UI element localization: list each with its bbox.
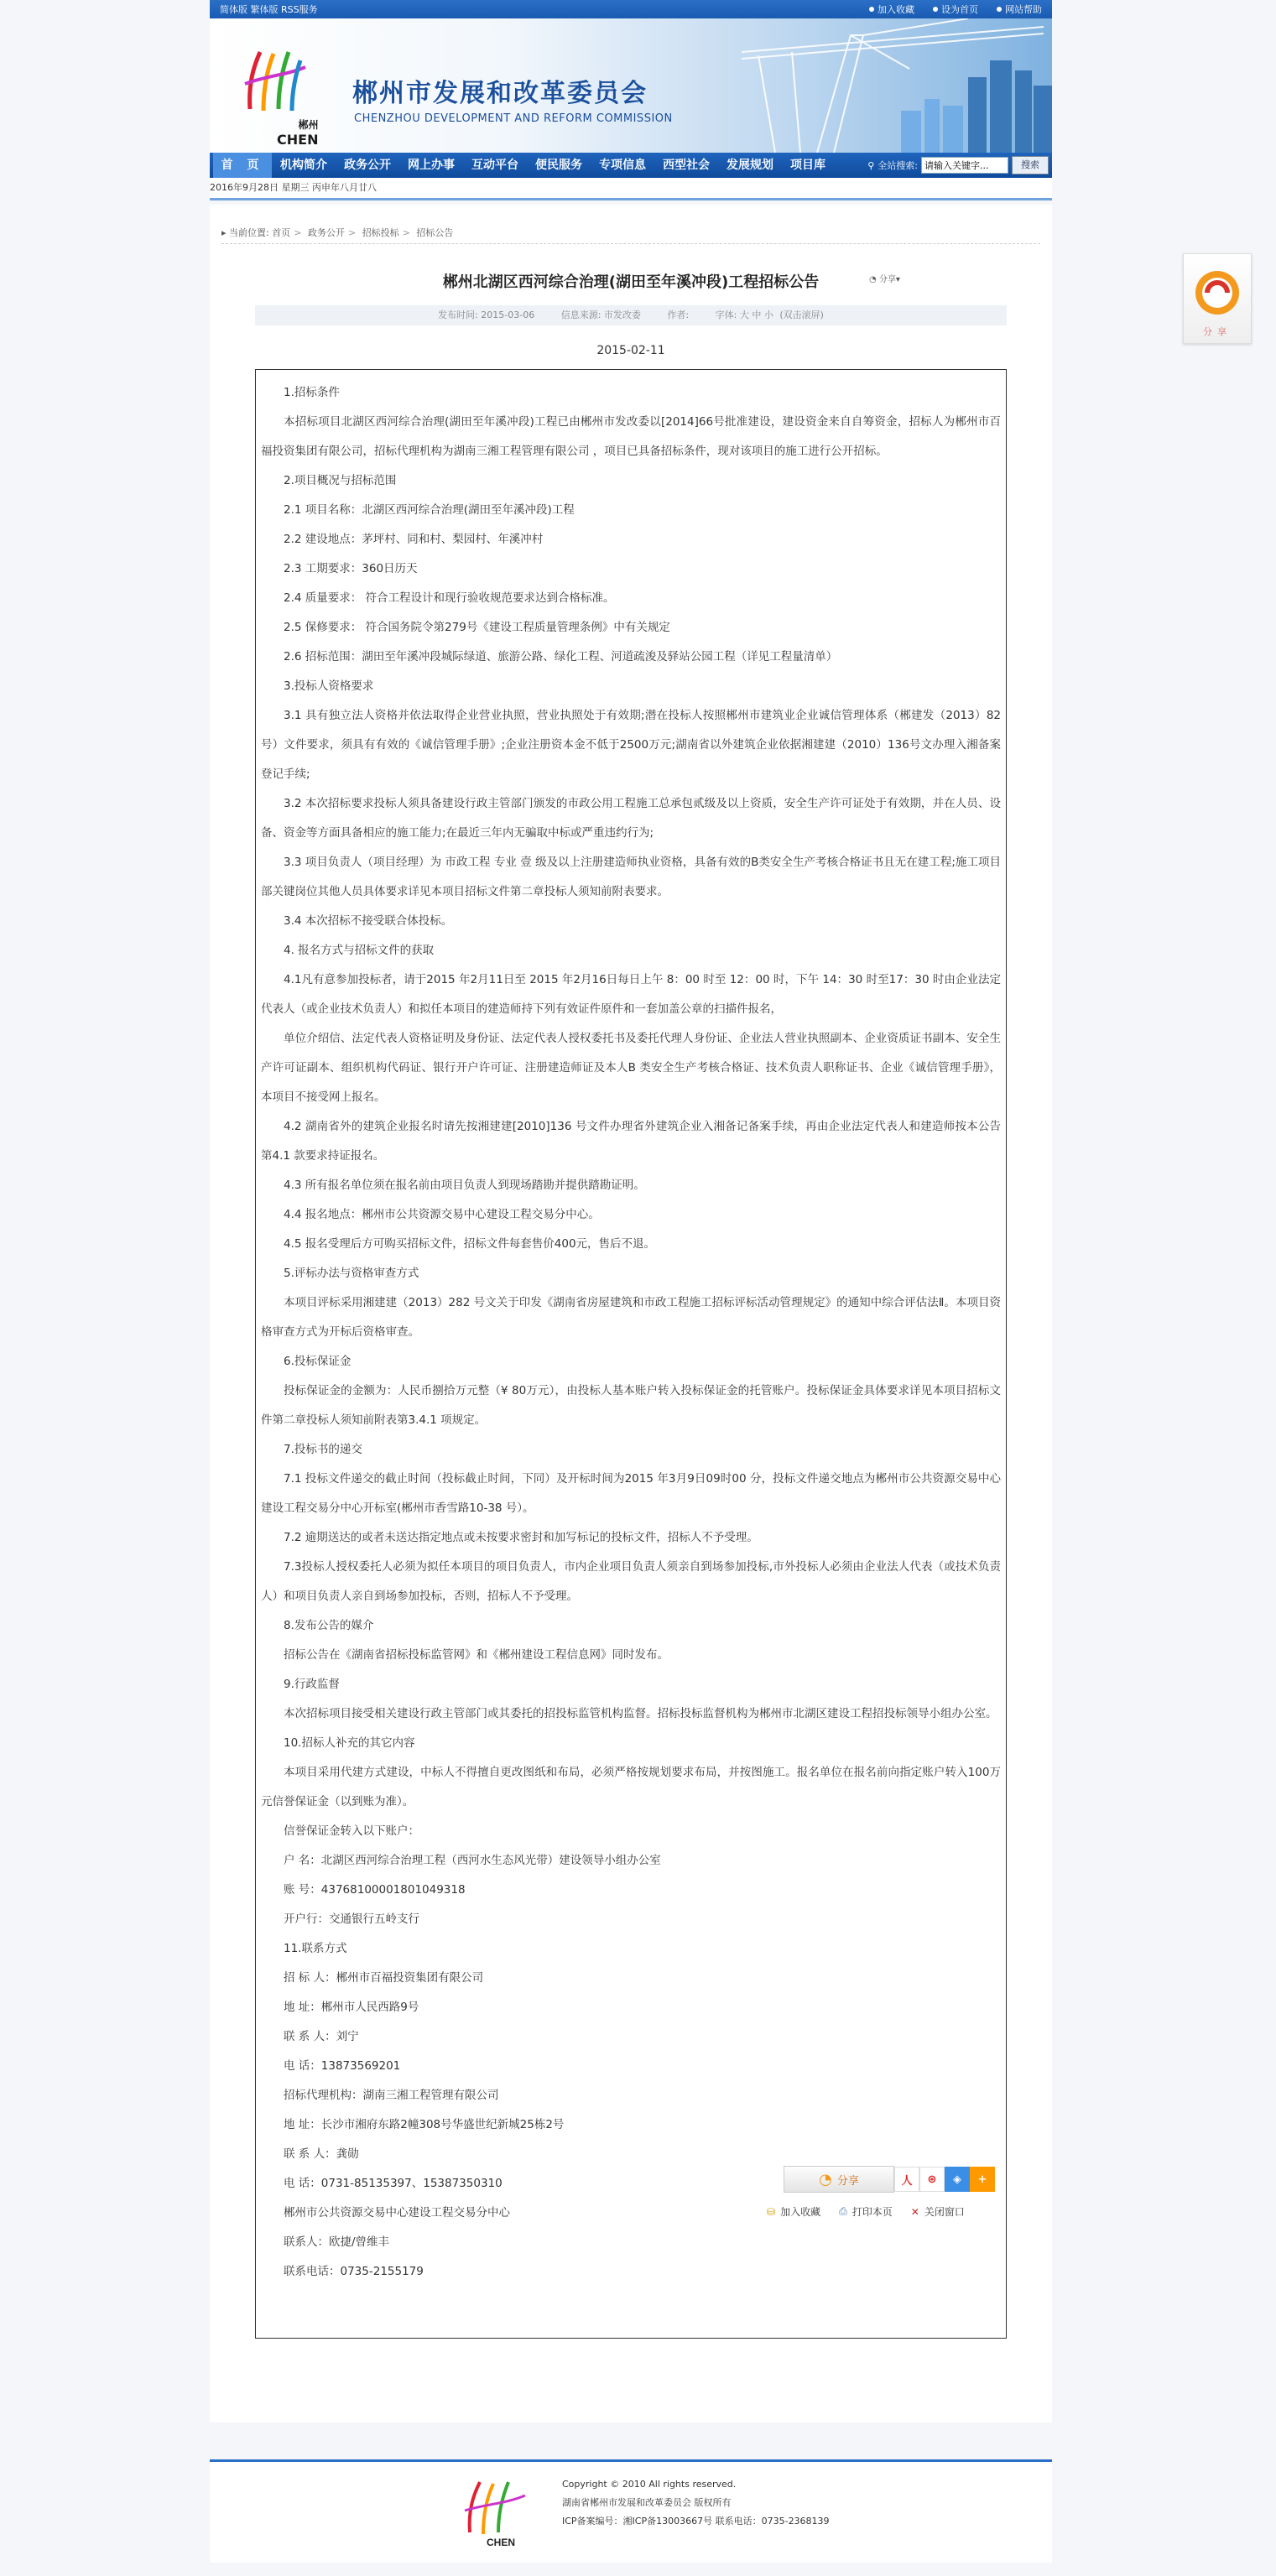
breadcrumb-current[interactable]: 招标公告 bbox=[416, 227, 454, 238]
floating-share-widget[interactable] bbox=[1183, 253, 1252, 344]
article-paragraph: 账 号：43768100001801049318 bbox=[284, 1883, 466, 1897]
search-label: 全站搜索: bbox=[878, 160, 918, 171]
article-paragraph: 4.5 报名受理后方可购买招标文件，招标文件每套售价400元，售后不退。 bbox=[284, 1237, 656, 1251]
article-paragraph: 信誉保证金转入以下账户： bbox=[284, 1824, 419, 1838]
breadcrumb bbox=[221, 223, 1040, 244]
article-paragraph: 招标公告在《湖南省招标投标监管网》和《郴州建设工程信息网》同时发布。 bbox=[284, 1648, 669, 1662]
logo-wordmark: 郴州 CHEN bbox=[277, 119, 319, 148]
close-window-button[interactable]: ✕ 关闭窗口 bbox=[910, 2205, 965, 2218]
share-qzone-icon[interactable]: ◈ bbox=[945, 2167, 970, 2192]
floating-share-label: 分享 bbox=[1203, 326, 1232, 337]
article-paragraph: 6.投标保证金 bbox=[284, 1355, 352, 1368]
breadcrumb-label: 当前位置: bbox=[229, 227, 269, 238]
header-banner bbox=[210, 18, 1052, 153]
article-paragraph: 5.评标办法与资格审查方式 bbox=[284, 1267, 419, 1280]
search-icon: ⚲ bbox=[867, 159, 875, 171]
chevron-right-icon: > bbox=[294, 227, 302, 238]
top-links bbox=[869, 3, 1042, 16]
article-body bbox=[255, 369, 1007, 2339]
article-paragraph: 9.行政监督 bbox=[284, 1678, 340, 1691]
share-sina-icon[interactable]: ⊛ bbox=[919, 2167, 945, 2192]
publish-time: 发布时间: 2015-03-06 bbox=[438, 310, 535, 320]
site-search bbox=[867, 156, 1049, 174]
add-favorite-button[interactable]: ⛁ 加入收藏 bbox=[767, 2205, 821, 2218]
lang-links[interactable]: 简体版 繁体版 RSS服务 bbox=[220, 4, 318, 15]
share-weibo-icon[interactable]: 人 bbox=[894, 2167, 919, 2192]
footer-logo-text: CHEN bbox=[487, 2537, 516, 2548]
article-paragraph: 2.4 质量要求： 符合工程设计和现行验收规范要求达到合格标准。 bbox=[284, 591, 615, 605]
article-paragraph: 2.项目概况与招标范围 bbox=[284, 474, 397, 487]
nav-item-society[interactable]: 西型社会 bbox=[663, 159, 710, 172]
article-paragraph: 3.4 本次招标不接受联合体投标。 bbox=[284, 914, 453, 928]
article-meta bbox=[255, 305, 1007, 325]
close-icon: ✕ bbox=[910, 2205, 919, 2218]
article-paragraph: 本项目采用代建方式建设，中标人不得擅自更改图纸和布局，必须严格按规划要求布局，并按图施工。报名单位在报名前向指定账户转入100万元信誉保证金（以到账为准）。 bbox=[261, 1766, 1001, 1808]
article-paragraph: 10.招标人补充的其它内容 bbox=[284, 1736, 415, 1750]
article-paragraph: 联系人：欧捷/曾维丰 bbox=[284, 2235, 390, 2249]
footer-text bbox=[562, 2475, 830, 2531]
chevron-right-icon: > bbox=[402, 227, 410, 238]
skyline-crane-graphic bbox=[691, 18, 1052, 153]
share-more-icon[interactable]: + bbox=[970, 2167, 995, 2192]
article-paragraph: 4. 报名方式与招标文件的获取 bbox=[284, 944, 435, 957]
chenzhou-logo-icon bbox=[242, 42, 309, 126]
add-favorite-link[interactable]: 加入收藏 bbox=[869, 3, 914, 16]
article-paragraph: 本招标项目北湖区西河综合治理(湖田至年溪冲段)工程已由郴州市发改委以[2014]66号批准建设，建设资金来自自筹资金，招标人为郴州市百福投资集团有限公司，招标代理机构为湖南三湘工程管理有限公司 ，项目已具备招标条件，现对该项目的施工进行公开招标。 bbox=[261, 415, 1001, 458]
icp: ICP备案编号：湘ICP备13003667号 联系电话：0735-2368139 bbox=[562, 2516, 830, 2527]
article-paragraph: 11.联系方式 bbox=[284, 1942, 347, 1955]
date-bar: 2016年9月28日 星期三 丙申年八月廿八 bbox=[210, 178, 1052, 200]
article-paragraph: 3.3 项目负责人（项目经理）为 市政工程 专业 壹 级及以上注册建造师执业资格，具备有效的B类安全生产考核合格证书且无在建工程;施工项目部关键岗位其他人员具体要求详见本项目招标文件第二章投标人须知前附表要求。 bbox=[261, 856, 1001, 898]
owner: 湖南省郴州市发展和改革委员会 版权所有 bbox=[562, 2497, 732, 2508]
article-paragraph: 1.招标条件 bbox=[284, 386, 340, 399]
article-paragraph: 联系电话：0735-2155179 bbox=[284, 2265, 424, 2278]
nav-item-public-service[interactable]: 便民服务 bbox=[535, 159, 582, 172]
set-homepage-link[interactable]: 设为首页 bbox=[933, 3, 978, 16]
search-input[interactable] bbox=[921, 157, 1008, 174]
print-icon: ⎙ bbox=[839, 2205, 847, 2217]
page-actions bbox=[767, 2204, 965, 2219]
site-title-en: CHENZHOU DEVELOPMENT AND REFORM COMMISSION bbox=[354, 112, 673, 125]
article-paragraph: 3.1 具有独立法人资格并依法取得企业营业执照，营业执照处于有效期;潜在投标人按照郴州市建筑业企业诚信管理体系（郴建发（2013）82号）文件要求，须具有有效的《诚信管理手册》;企业注册资本金不低于2500万元;湖南省以外建筑企业依据湘建建（2010）136号文办理入湘备案登记手续; bbox=[261, 709, 1001, 781]
article-paragraph: 4.2 湖南省外的建筑企业报名时请先按湘建建[2010]136 号文件办理省外建筑企业入湘备记备案手续，再由企业法定代表人和建造师按本公告第4.1 款要求持证报名。 bbox=[261, 1120, 1001, 1163]
nav-item-online-services[interactable]: 网上办事 bbox=[408, 159, 455, 172]
nav-item-planning[interactable]: 发展规划 bbox=[727, 159, 773, 172]
main-nav bbox=[210, 153, 1052, 178]
share-logo-icon bbox=[1184, 259, 1251, 326]
article-paragraph: 电 话：13873569201 bbox=[284, 2059, 401, 2073]
site-help-link[interactable]: 网站帮助 bbox=[997, 3, 1042, 16]
article-paragraph: 联 系 人：龚勋 bbox=[284, 2147, 359, 2161]
article-paragraph: 本项目评标采用湘建建（2013）282 号文关于印发《湖南省房屋建筑和市政工程施工招标评标活动管理规定》的通知中综合评估法Ⅱ。本项目资格审查方式为开标后资格审查。 bbox=[261, 1296, 1001, 1339]
copyright: Copyright © 2010 All rights reserved. bbox=[562, 2479, 737, 2490]
font-size-switcher[interactable]: 字体: 大 中 小 bbox=[715, 310, 773, 320]
article-paragraph: 联 系 人：刘宁 bbox=[284, 2030, 359, 2043]
article-paragraph: 地 址：长沙市湘府东路2幢308号华盛世纪新城25栋2号 bbox=[284, 2118, 565, 2131]
share-icon: ◔ bbox=[869, 275, 877, 284]
site-title: 郴州市发展和改革委员会 bbox=[352, 79, 648, 108]
article-paragraph: 地 址：郴州市人民西路9号 bbox=[284, 2001, 419, 2014]
double-click-scroll: (双击滚屏) bbox=[779, 310, 824, 320]
article-date: 2015-02-11 bbox=[596, 344, 665, 357]
search-button[interactable]: 搜索 bbox=[1012, 156, 1049, 174]
article-paragraph: 2.3 工期要求：360日历天 bbox=[284, 562, 418, 575]
bullet-icon bbox=[869, 7, 874, 12]
article-paragraph: 3.2 本次招标要求投标人须具备建设行政主管部门颁发的市政公用工程施工总承包贰级及以上资质，安全生产许可证处于有效期，并在人员、设备、资金等方面具备相应的施工能力;在最近三年内无骗取中标或严重违约行为; bbox=[261, 797, 1001, 840]
info-source: 信息来源: 市发改委 bbox=[560, 310, 641, 320]
breadcrumb-home[interactable]: 首页 bbox=[272, 227, 291, 238]
article-paragraph: 郴州市公共资源交易中心建设工程交易分中心 bbox=[284, 2206, 510, 2220]
site-footer bbox=[210, 2459, 1052, 2563]
article-paragraph: 7.2 逾期送达的或者未送达指定地点或未按要求密封和加写标记的投标文件，招标人不予受理。 bbox=[284, 1531, 758, 1544]
chevron-right-icon: > bbox=[347, 227, 357, 238]
article-paragraph: 4.3 所有报名单位须在报名前由项目负责人到现场踏勘并提供踏勘证明。 bbox=[284, 1179, 645, 1192]
print-button[interactable]: ⎙ 打印本页 bbox=[839, 2205, 893, 2218]
article-paragraph: 7.投标书的递交 bbox=[284, 1443, 362, 1456]
article-paragraph: 7.3投标人授权委托人必须为拟任本项目的项目负责人，市内企业项目负责人须亲自到场参加投标,市外投标人必须由企业法人代表（或技术负责人）和项目负责人亲自到场参加投标，否则，招标人不予受理。 bbox=[261, 1560, 1001, 1603]
article-paragraph: 7.1 投标文件递交的截止时间（投标截止时间，下同）及开标时间为2015 年3月9日09时00 分，投标文件递交地点为郴州市公共资源交易中心建设工程交易分中心开标室(郴州市香雪路10-38 号）。 bbox=[261, 1472, 1001, 1515]
article-paragraph: 投标保证金的金额为：人民币捌拾万元整（¥ 80万元），由投标人基本账户转入投标保证金的托管账户。投标保证金具体要求详见本项目招标文件第二章投标人须知前附表第3.4.1 项规定。 bbox=[261, 1384, 1001, 1427]
article-paragraph: 3.投标人资格要求 bbox=[284, 679, 374, 693]
article-paragraph: 单位介绍信、法定代表人资格证明及身份证、法定代表人授权委托书及委托代理人身份证、企业法人营业执照副本、企业资质证书副本、安全生产许可证副本、组织机构代码证、银行开户许可证、注册建造师证及本人B 类安全生产考核合格证、技术负责人职称证书、企业《诚信管理手册》，本项目不接受网上报名。 bbox=[261, 1032, 1001, 1104]
article-paragraph: 开户行：交通银行五岭支行 bbox=[284, 1912, 419, 1926]
article-paragraph: 招标代理机构：湖南三湘工程管理有限公司 bbox=[284, 2089, 499, 2102]
article-title: 郴州北湖区西河综合治理(湖田至年溪冲段)工程招标公告 bbox=[442, 273, 820, 291]
nav-item-projects[interactable]: 项目库 bbox=[790, 159, 825, 172]
breadcrumb-gov[interactable]: 政务公开 bbox=[307, 227, 345, 238]
breadcrumb-arrow-icon: ▸ bbox=[221, 227, 227, 238]
share-button[interactable]: ◔ 分享 bbox=[784, 2166, 894, 2193]
article-paragraph: 2.1 项目名称：北湖区西河综合治理(湖田至年溪冲段)工程 bbox=[284, 503, 575, 517]
nav-item-about[interactable]: 机构简介 bbox=[280, 159, 327, 172]
chevron-down-icon: ▾ bbox=[895, 275, 900, 284]
article-paragraph: 电 话：0731-85135397、15387350310 bbox=[284, 2177, 503, 2190]
share-icon: ◔ bbox=[819, 2170, 832, 2188]
article-paragraph: 招 标 人：郴州市百福投资集团有限公司 bbox=[284, 1971, 484, 1985]
article-paragraph: 2.2 建设地点：茅坪村、同和村、梨园村、年溪冲村 bbox=[284, 533, 544, 546]
share-toolbar bbox=[784, 2166, 995, 2193]
author: 作者: bbox=[667, 310, 690, 320]
article-paragraph: 4.1凡有意参加投标者，请于2015 年2月11日至 2015 年2月16日每日上午 8：00 时至 12：00 时，下午 14：30 时至17：30 时由企业法定代表人（或企业技术负责人）和拟任本项目的建造师持下列有效证件原件和一套加盖公章的扫描件报名， bbox=[261, 973, 1001, 1016]
nav-item-government-affairs[interactable]: 政务公开 bbox=[344, 159, 391, 172]
favorite-icon: ⛁ bbox=[767, 2205, 776, 2218]
footer-logo-icon bbox=[461, 2474, 529, 2549]
top-bar bbox=[210, 0, 1052, 18]
breadcrumb-bidding[interactable]: 招标投标 bbox=[362, 227, 399, 238]
article-paragraph: 2.6 招标范围：湖田至年溪冲段城际绿道、旅游公路、绿化工程、河道疏浚及驿站公园工程（详见工程量清单） bbox=[284, 650, 838, 664]
article-page bbox=[210, 205, 1052, 2422]
article-paragraph: 8.发布公告的媒介 bbox=[284, 1619, 374, 1632]
article-paragraph: 户 名：北湖区西河综合治理工程（西河水生态风光带）建设领导小组办公室 bbox=[284, 1854, 661, 1867]
article-paragraph: 2.5 保修要求： 符合国务院令第279号《建设工程质量管理条例》中有关规定 bbox=[284, 621, 670, 634]
article-paragraph: 本次招标项目接受相关建设行政主管部门或其委托的招投标监管机构监督。招标投标监督机构为郴州市北湖区建设工程招投标领导小组办公室。 bbox=[284, 1707, 997, 1720]
bullet-icon bbox=[997, 7, 1002, 12]
nav-item-special-info[interactable]: 专项信息 bbox=[599, 159, 646, 172]
share-dropdown[interactable]: ◔ 分享▾ bbox=[869, 275, 900, 284]
bullet-icon bbox=[933, 7, 938, 12]
nav-item-interaction[interactable]: 互动平台 bbox=[471, 159, 518, 172]
article-paragraph: 4.4 报名地点：郴州市公共资源交易中心建设工程交易分中心。 bbox=[284, 1208, 600, 1221]
nav-item-home[interactable]: 首 页 bbox=[213, 153, 272, 178]
